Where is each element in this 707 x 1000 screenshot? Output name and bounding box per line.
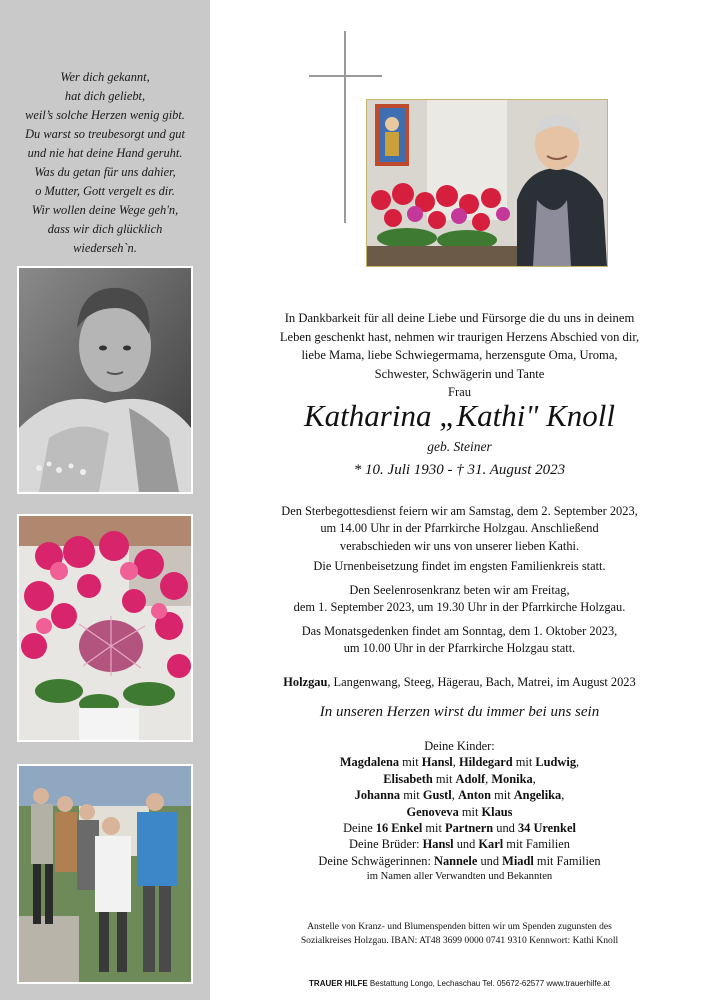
urn-burial-text: Die Urnenbeisetzung findet im engsten Familienkreis statt. — [313, 559, 606, 573]
poem-line: Wer dich gekannt, — [60, 70, 150, 84]
rosary-text — [212, 582, 707, 617]
photo-family-group — [17, 764, 193, 984]
grandchildren-line: Deine 16 Enkel mit Partnern und 34 Urenkel — [343, 821, 576, 836]
memorial-line: Das Monatsgedenken findet am Sonntag, dem 1. Oktober 2023, — [301, 624, 618, 638]
main-portrait-image — [367, 100, 607, 266]
donation-line: Anstelle von Kranz- und Blumenspenden bitten wir um Spenden zugunsten des — [307, 921, 612, 932]
poem — [12, 68, 198, 258]
intro-text — [212, 309, 707, 402]
donation-line: Sozialkreises Holzgau. IBAN: AT48 3699 0000 0741 9310 Kennwort: Kathi Knoll — [300, 935, 619, 946]
memorial-line: um 10.00 Uhr in der Pfarrkirche Holzgau statt. — [343, 641, 576, 656]
monthly-memorial-text — [212, 623, 707, 658]
on-behalf-line: im Namen aller Verwandten und Bekannten — [366, 871, 553, 883]
footer — [212, 979, 707, 988]
place-rest: , Langenwang, Steeg, Hägerau, Bach, Matrei, im August 2023 — [327, 675, 636, 689]
funeral-service-text — [212, 503, 707, 555]
footer-text: Bestattung Longo, Lechaschau Tel. 05672-62577 www.trauerhilfe.at — [367, 979, 610, 988]
life-dates: * 10. Juli 1930 - † 31. August 2023 — [353, 462, 566, 478]
funeral-line: um 14.00 Uhr in der Pfarrkirche Holzgau. Anschließend — [320, 521, 599, 536]
flowers-image — [19, 516, 191, 740]
deceased-name: Katharina „Kathi" Knoll — [303, 398, 616, 433]
poem-line: weil’s solche Herzen wenig gibt. — [25, 108, 185, 122]
poem-line: hat dich geliebt, — [64, 89, 146, 103]
donation-note — [212, 920, 707, 948]
motto: In unseren Herzen wirst du immer bei uns sein — [319, 704, 600, 720]
children-line-1: Magdalena mit Hansl, Hildegard mit Ludwig, — [339, 755, 580, 770]
poem-line: Was du getan für uns dahier, — [34, 165, 176, 179]
children-line-4: Genoveva mit Klaus — [406, 804, 513, 819]
children-line-3: Johanna mit Gustl, Anton mit Angelika, — [354, 788, 565, 803]
funeral-line: verabschieden wir uns von unserer lieben Kathi. — [339, 538, 580, 553]
children-line-2: Elisabeth mit Adolf, Monika, — [383, 771, 536, 786]
intro-line: liebe Mama, liebe Schwiegermama, herzensgute Oma, Uroma, — [301, 348, 618, 362]
intro-line: Leben geschenkt hast, nehmen wir traurigen Herzens Abschied von dir, — [279, 329, 640, 344]
left-sidebar — [0, 0, 210, 1000]
intro-line: Schwester, Schwägerin und Tante — [374, 366, 545, 381]
rosary-line: dem 1. September 2023, um 19.30 Uhr in der Pfarrkirche Holzgau. — [293, 600, 626, 615]
rosary-line: Den Seelenrosenkranz beten wir am Freitag, — [349, 583, 570, 597]
young-portrait-image — [19, 268, 191, 492]
poem-line: wiederseh`n. — [73, 241, 137, 255]
photo-main-portrait — [366, 99, 608, 267]
brothers-line: Deine Brüder: Hansl und Karl mit Familien — [349, 837, 570, 852]
poem-line: Du warst so treubesorgt und gut — [25, 127, 185, 141]
place-date-line — [212, 674, 707, 691]
photo-young-portrait — [17, 266, 193, 494]
maiden-name: geb. Steiner — [427, 439, 492, 454]
intro-line: Frau — [447, 385, 472, 399]
poem-line: o Mutter, Gott vergelt es dir. — [35, 184, 175, 198]
family-list — [212, 738, 707, 886]
intro-line: In Dankbarkeit für all deine Liebe und Fürsorge die du uns in deinem — [284, 311, 635, 325]
poem-line: und nie hat deine Hand geruht. — [27, 146, 183, 160]
sisters-in-law-line: Deine Schwägerinnen: Nannele und Miadl mit Familien — [318, 853, 601, 868]
funeral-line: Den Sterbegottesdienst feiern wir am Samstag, dem 2. September 2023, — [281, 504, 638, 518]
poem-line: Wir wollen deine Wege geh'n, — [31, 203, 179, 217]
cross-vertical — [344, 31, 346, 223]
footer-brand: TRAUER HILFE — [309, 979, 368, 988]
poem-line: dass wir dich glücklich — [47, 222, 163, 236]
cross-horizontal — [309, 75, 382, 77]
family-group-image — [19, 766, 191, 982]
children-label: Deine Kinder: — [424, 739, 495, 753]
place-first: Holzgau — [283, 675, 328, 689]
photo-flowers — [17, 514, 193, 742]
